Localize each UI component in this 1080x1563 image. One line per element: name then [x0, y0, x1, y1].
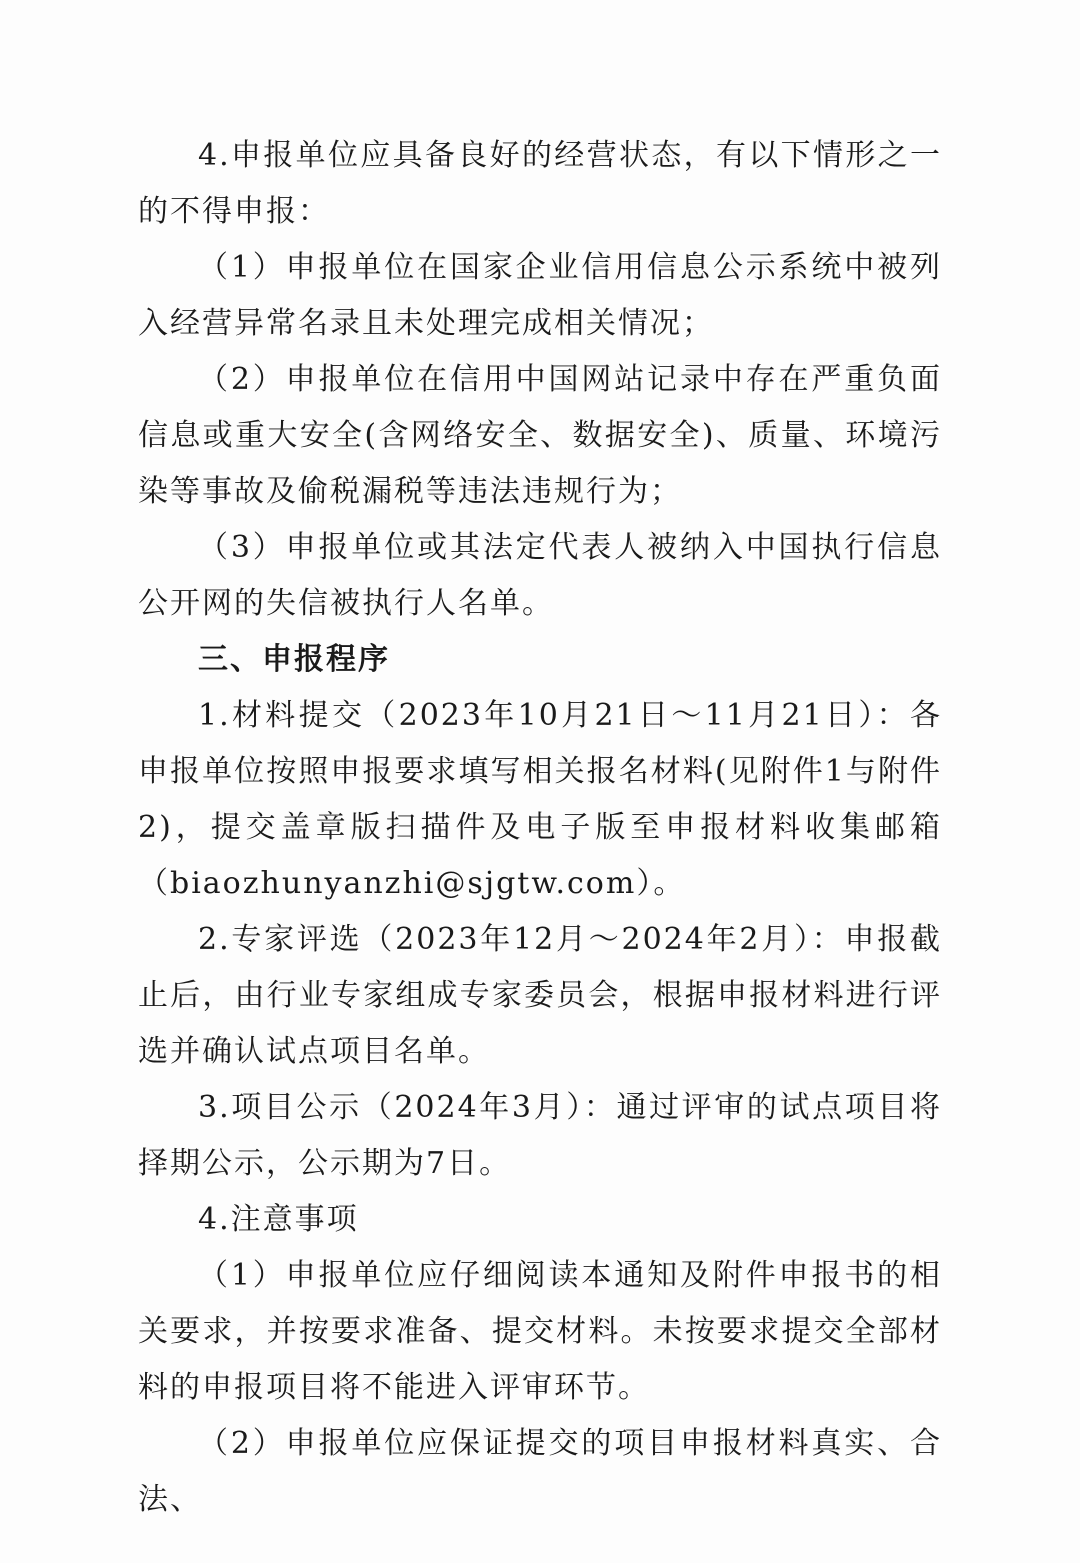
paragraph-expert-review: 2.专家评选（2023年12月～2024年2月）：申报截止后，由行业专家组成专家委员会，根据申报材料进行评选并确认试点项目名单。 [138, 922, 942, 1069]
paragraph-notes-title: 4.注意事项 [198, 1202, 359, 1237]
paragraph-note-1: （1）申报单位应仔细阅读本通知及附件申报书的相关要求，并按要求准备、提交材料。未按要求提交全部材料的申报项目将不能进入评审环节。 [138, 1258, 942, 1405]
paragraph-operating-status: 4.申报单位应具备良好的经营状态，有以下情形之一的不得申报： [138, 138, 942, 229]
document-body [138, 128, 942, 1528]
paragraph-condition-2: （2）申报单位在信用中国网站记录中存在严重负面信息或重大安全(含网络安全、数据安全)、质量、环境污染等事故及偷税漏税等违法违规行为； [138, 362, 942, 509]
paragraph-project-publicity: 3.项目公示（2024年3月）：通过评审的试点项目将择期公示，公示期为7日。 [138, 1090, 942, 1181]
paragraph-note-2: （2）申报单位应保证提交的项目申报材料真实、合法、 [138, 1426, 942, 1517]
paragraph-condition-1: （1）申报单位在国家企业信用信息公示系统中被列入经营异常名录且未处理完成相关情况； [138, 250, 942, 341]
section-heading-procedure: 三、申报程序 [198, 642, 390, 677]
paragraph-condition-3: （3）申报单位或其法定代表人被纳入中国执行信息公开网的失信被执行人名单。 [138, 530, 942, 621]
paragraph-material-submission: 1.材料提交（2023年10月21日～11月21日）：各申报单位按照申报要求填写相关报名材料(见附件1与附件2)，提交盖章版扫描件及电子版至申报材料收集邮箱（biaozhunyanzhi@sjgtw.com）。 [138, 698, 942, 901]
